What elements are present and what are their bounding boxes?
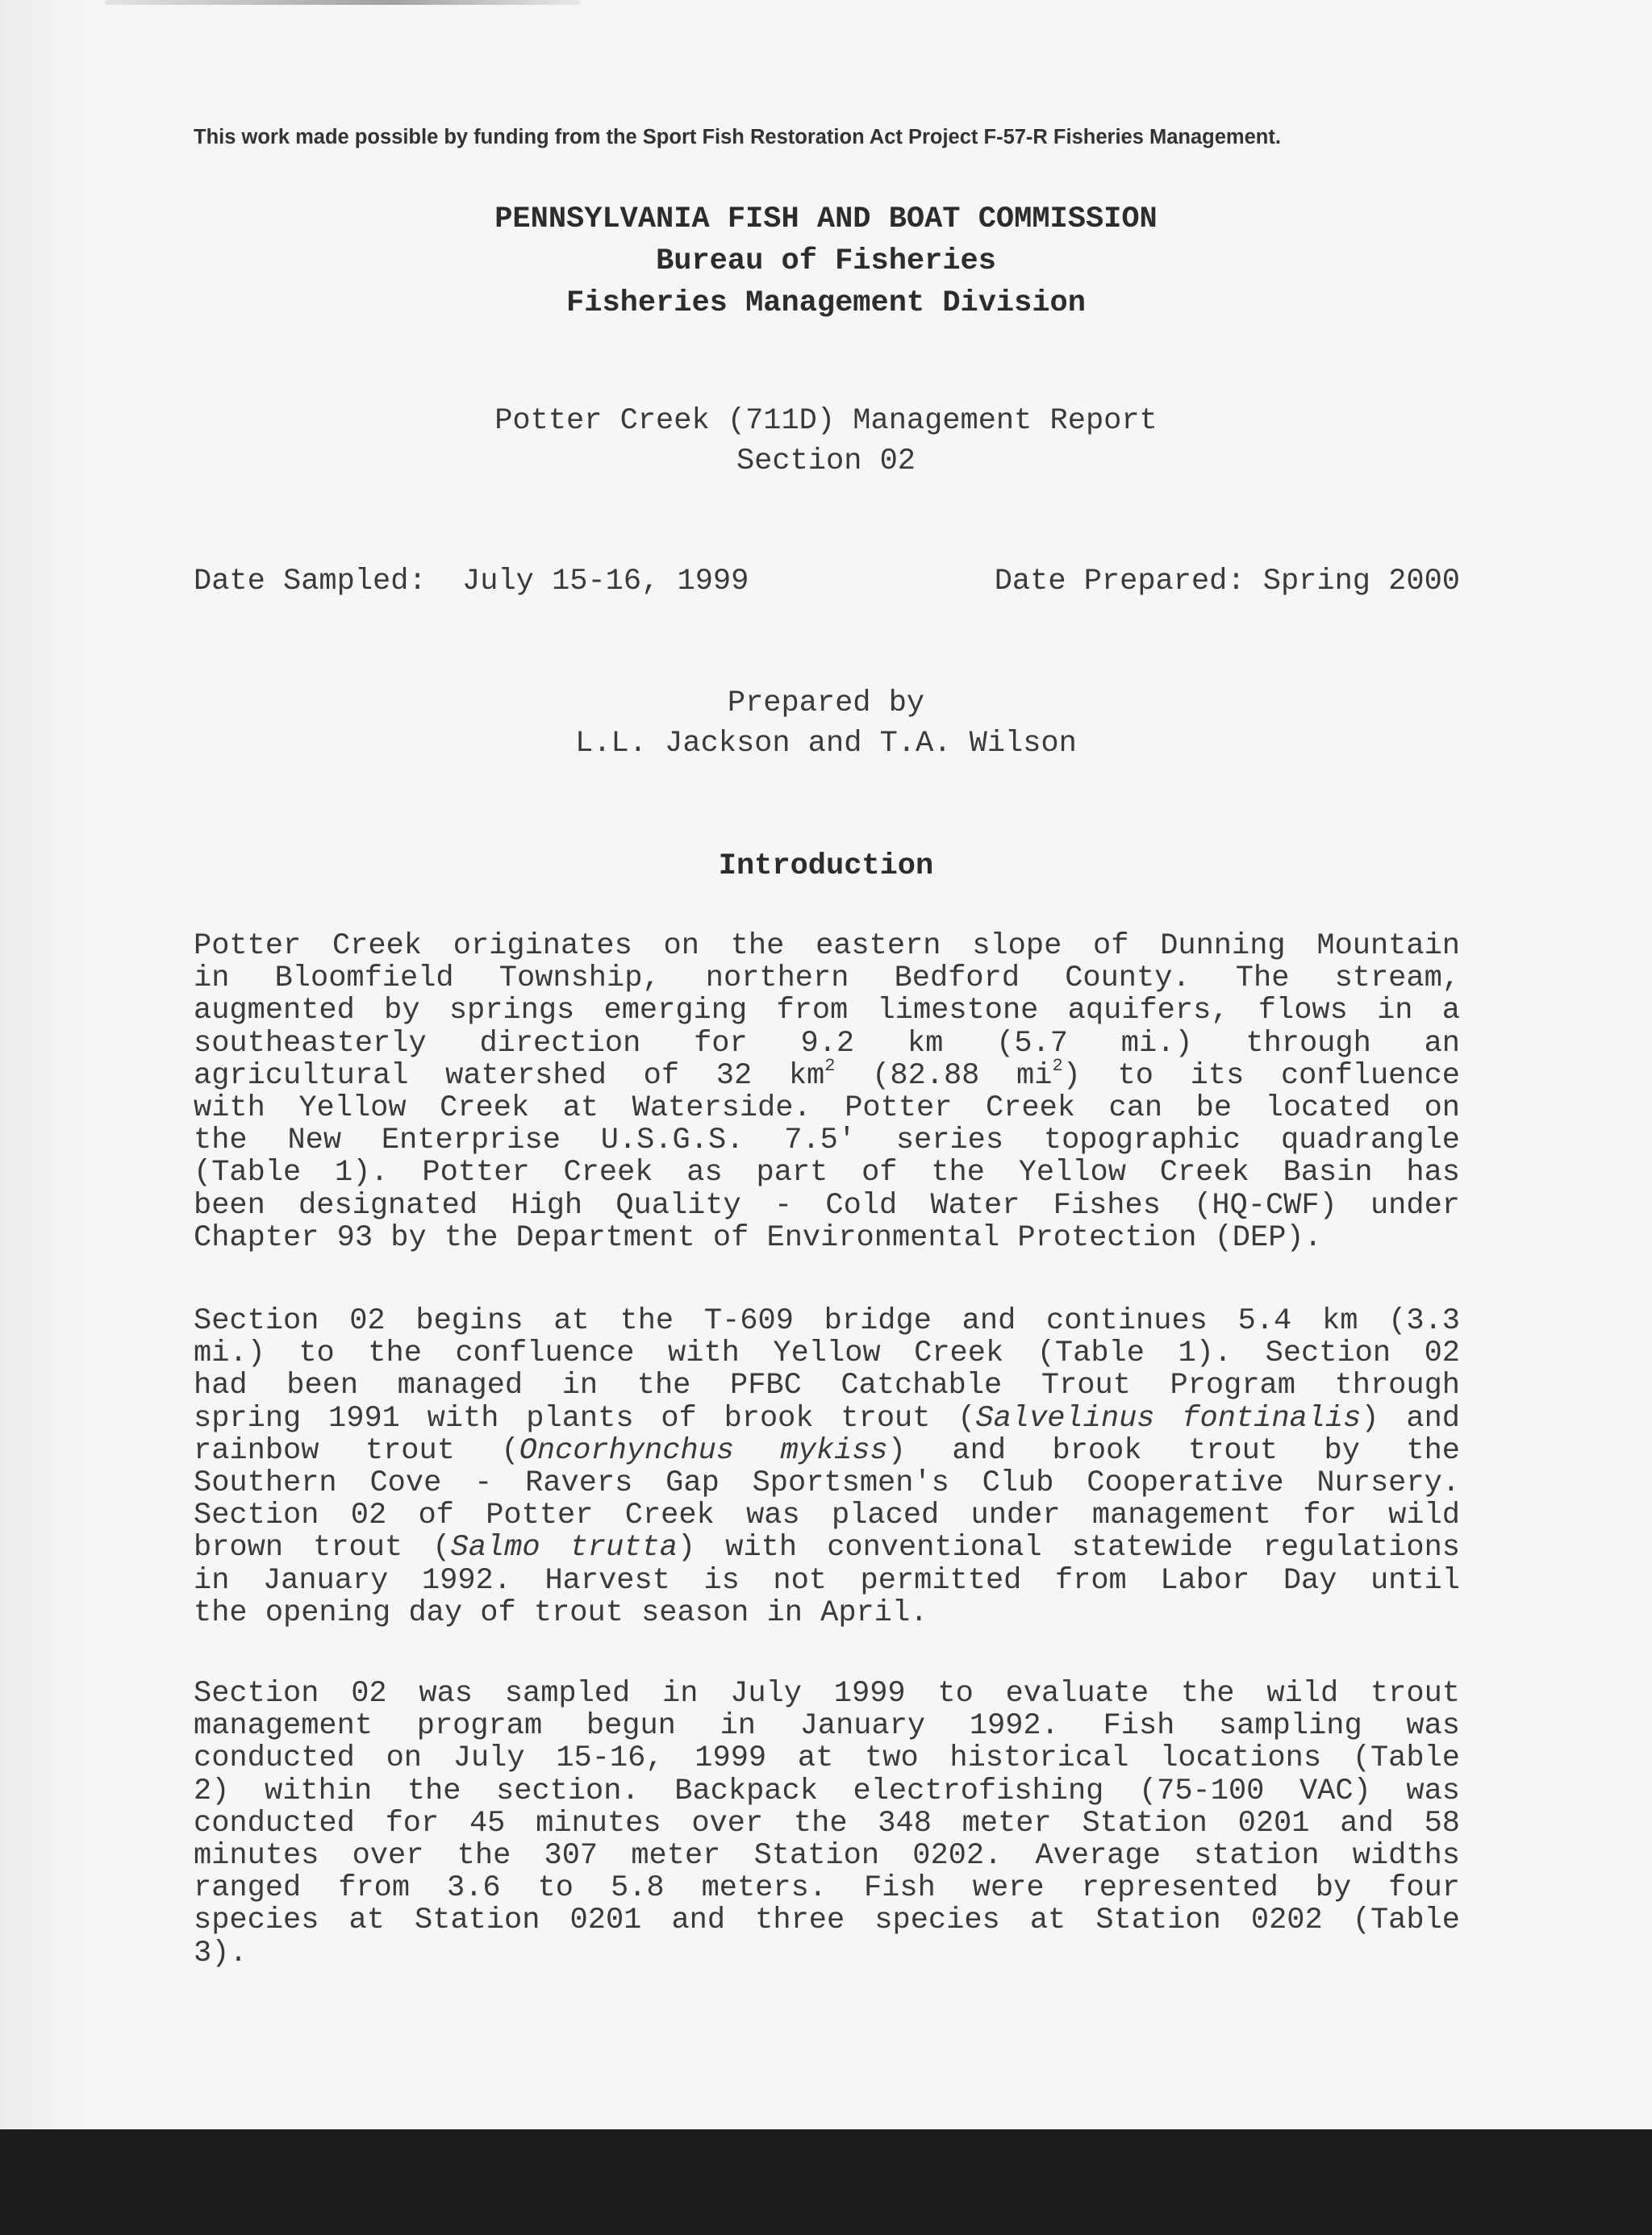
- text-line: augmented by springs emerging from limestone aquifers, flows in a: [194, 994, 1460, 1028]
- text-fragment: spring 1991 with plants of brook trout (: [194, 1401, 976, 1436]
- text-line: [194, 1056, 1460, 1093]
- text-line: [194, 1532, 1460, 1564]
- species-name: Salmo trutta: [450, 1531, 678, 1566]
- text-line: Section 02 begins at the T-609 bridge and continues 5.4 km (3.3: [194, 1304, 1460, 1338]
- text-fragment: (82.88 mi: [835, 1058, 1053, 1093]
- text-line: Potter Creek originates on the eastern slope of Dunning Mountain: [194, 929, 1460, 963]
- report-title: Potter Creek (711D) Management Report: [494, 404, 1158, 438]
- date-prepared: Date Prepared: Spring 2000: [994, 565, 1460, 598]
- intro-paragraph-3: [194, 1678, 1460, 1970]
- text-line: mi.) to the confluence with Yellow Creek (Table 1). Section 02: [194, 1336, 1460, 1371]
- text-line: conducted for 45 minutes over the 348 meter Station 0201 and 58: [194, 1806, 1460, 1841]
- text-line: had been managed in the PFBC Catchable Trout Program through: [194, 1369, 1460, 1403]
- text-line: with Yellow Creek at Waterside. Potter Creek can be located on: [194, 1090, 1460, 1125]
- text-line: 3).: [194, 1936, 248, 1970]
- text-line: minutes over the 307 meter Station 0202. Average station widths: [194, 1838, 1460, 1873]
- text-line: the opening day of trout season in April.: [194, 1595, 928, 1630]
- date-row: [194, 565, 1460, 607]
- text-line: 2) within the section. Backpack electrofishing (75-100 VAC) was: [194, 1774, 1460, 1808]
- text-fragment: ) to its confluence: [1062, 1058, 1460, 1093]
- text-fragment: agricultural watershed of 32 km: [194, 1058, 825, 1093]
- text-line: the New Enterprise U.S.G.S. 7.5' series topographic quadrangle: [194, 1124, 1460, 1158]
- bureau-name: Bureau of Fisheries: [656, 244, 996, 278]
- species-name: Oncorhynchus mykiss: [519, 1433, 888, 1468]
- intro-paragraph-1: [194, 930, 1460, 1254]
- text-line: Section 02 of Potter Creek was placed under management for wild: [194, 1499, 1460, 1533]
- text-line: Chapter 93 by the Department of Environmental Protection (DEP).: [194, 1220, 1322, 1255]
- date-sampled: Date Sampled: July 15-16, 1999: [194, 565, 749, 598]
- text-fragment: ) with conventional statewide regulations: [677, 1531, 1460, 1566]
- text-fragment: ) and: [1361, 1401, 1460, 1436]
- text-fragment: ) and brook trout by the: [887, 1433, 1460, 1468]
- species-name: Salvelinus fontinalis: [975, 1401, 1362, 1436]
- text-line: Section 02 was sampled in July 1999 to evaluate the wild trout: [194, 1677, 1460, 1711]
- scan-bottom-border: [0, 2129, 1652, 2235]
- superscript: 2: [1052, 1056, 1063, 1077]
- text-line: [194, 1403, 1460, 1435]
- prepared-by-label: Prepared by: [727, 686, 925, 720]
- text-fragment: rainbow trout (: [194, 1433, 519, 1468]
- text-line: (Table 1). Potter Creek as part of the Yellow Creek Basin has: [194, 1156, 1460, 1190]
- text-line: in January 1992. Harvest is not permitted from Labor Day until: [194, 1563, 1460, 1598]
- introduction-heading: Introduction: [718, 849, 934, 883]
- text-line: Southern Cove - Ravers Gap Sportsmen's Club Cooperative Nursery.: [194, 1466, 1460, 1500]
- scan-artifact-line: [105, 0, 581, 5]
- text-line: ranged from 3.6 to 5.8 meters. Fish were represented by four: [194, 1871, 1460, 1906]
- text-line: management program begun in January 1992. Fish sampling was: [194, 1709, 1460, 1744]
- text-line: in Bloomfield Township, northern Bedford County. The stream,: [194, 961, 1460, 996]
- superscript: 2: [824, 1056, 836, 1077]
- report-section: Section 02: [736, 444, 916, 478]
- text-line: species at Station 0201 and three species at Station 0202 (Table: [194, 1904, 1460, 1938]
- author-names: L.L. Jackson and T.A. Wilson: [575, 727, 1077, 761]
- text-line: been designated High Quality - Cold Water Fishes (HQ-CWF) under: [194, 1188, 1460, 1223]
- text-line: [194, 1435, 1460, 1467]
- division-name: Fisheries Management Division: [566, 286, 1086, 320]
- funding-note: This work made possible by funding from the Sport Fish Restoration Act Project F-57-R Fisheries Management.: [194, 126, 1281, 148]
- text-line: southeasterly direction for 9.2 km (5.7 mi.) through an: [194, 1026, 1460, 1061]
- intro-paragraph-2: [194, 1305, 1460, 1629]
- text-fragment: brown trout (: [194, 1531, 451, 1566]
- text-line: conducted on July 15-16, 1999 at two historical locations (Table: [194, 1741, 1460, 1776]
- agency-name: PENNSYLVANIA FISH AND BOAT COMMISSION: [494, 202, 1158, 236]
